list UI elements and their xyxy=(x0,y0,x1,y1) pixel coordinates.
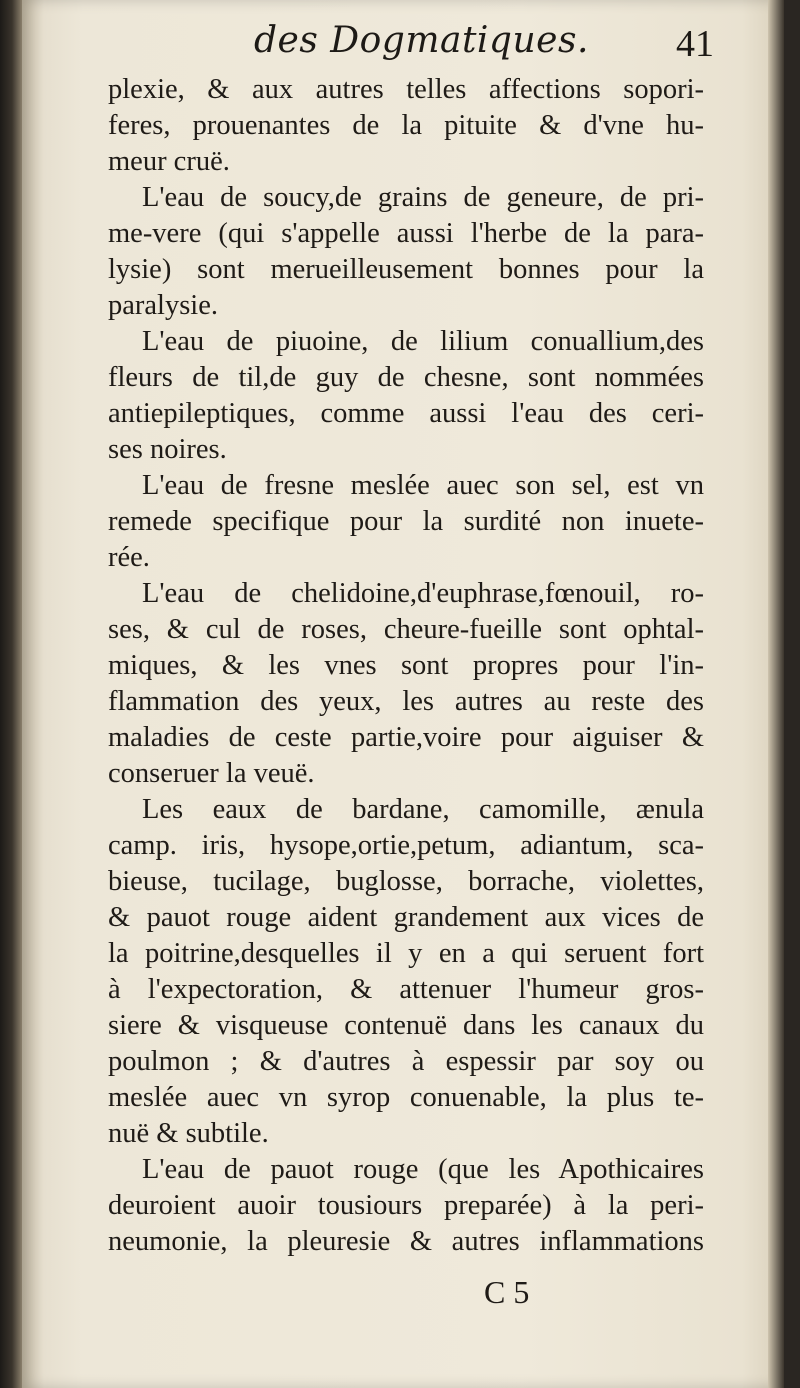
text-line: neumonie, la pleuresie & autres inflammations xyxy=(108,1226,704,1257)
text-line: maladies de ceste partie,voire pour aiguiser & xyxy=(108,722,704,753)
text-line: paralysie. xyxy=(108,290,218,321)
text-line: deuroient auoir tousiours preparée) à la peri- xyxy=(108,1190,704,1221)
page-number: 41 xyxy=(676,23,714,65)
text-line: nuë & subtile. xyxy=(108,1118,269,1149)
text-line: à l'expectoration, & attenuer l'humeur gros- xyxy=(108,974,704,1005)
text-line: miques, & les vnes sont propres pour l'in- xyxy=(108,650,704,681)
text-line: & pauot rouge aident grandement aux vices de xyxy=(108,902,704,933)
text-line: L'eau de pauot rouge (que les Apothicaires xyxy=(142,1154,704,1185)
text-line: ses noires. xyxy=(108,434,227,465)
page-header xyxy=(254,14,714,74)
running-title: des Dogmatiques. xyxy=(254,20,589,61)
text-line: ses, & cul de roses, cheure-fueille sont ophtal- xyxy=(108,614,704,645)
text-line: conseruer la veuë. xyxy=(108,758,315,789)
text-line: siere & visqueuse contenuë dans les canaux du xyxy=(108,1010,704,1041)
body-text xyxy=(108,72,704,1260)
text-line: camp. iris, hysope,ortie,petum, adiantum, sca- xyxy=(108,830,704,861)
text-line: plexie, & aux autres telles affections sopori- xyxy=(108,74,704,105)
book-page xyxy=(22,0,784,1388)
text-line: fleurs de til,de guy de chesne, sont nommées xyxy=(108,362,704,393)
text-line: L'eau de piuoine, de lilium conuallium,des xyxy=(142,326,704,357)
text-line: rée. xyxy=(108,542,150,573)
signature-mark: C 5 xyxy=(484,1274,530,1310)
text-line: remede specifique pour la surdité non inuete- xyxy=(108,506,704,537)
text-line: me-vere (qui s'appelle aussi l'herbe de la para- xyxy=(108,218,704,249)
text-line: meslée auec vn syrop conuenable, la plus te- xyxy=(108,1082,704,1113)
text-line: feres, prouenantes de la pituite & d'vne hu- xyxy=(108,110,704,141)
text-line: lysie) sont merueilleusement bonnes pour la xyxy=(108,254,704,285)
text-line: antiepileptiques, comme aussi l'eau des ceri- xyxy=(108,398,704,429)
text-line: L'eau de fresne meslée auec son sel, est vn xyxy=(142,470,704,501)
text-line: meur cruë. xyxy=(108,146,230,177)
page-edge-shadow xyxy=(768,0,784,1388)
text-line: Les eaux de bardane, camomille, ænula xyxy=(142,794,704,825)
book-gutter xyxy=(0,0,22,1388)
text-line: L'eau de soucy,de grains de geneure, de pri- xyxy=(142,182,704,213)
text-line: L'eau de chelidoine,d'euphrase,fœnouil, ro- xyxy=(142,578,704,609)
text-line: la poitrine,desquelles il y en a qui seruent fort xyxy=(108,938,704,969)
text-line: bieuse, tucilage, buglosse, borrache, violettes, xyxy=(108,866,704,897)
text-line: flammation des yeux, les autres au reste des xyxy=(108,686,704,717)
text-line: poulmon ; & d'autres à espessir par soy ou xyxy=(108,1046,704,1077)
